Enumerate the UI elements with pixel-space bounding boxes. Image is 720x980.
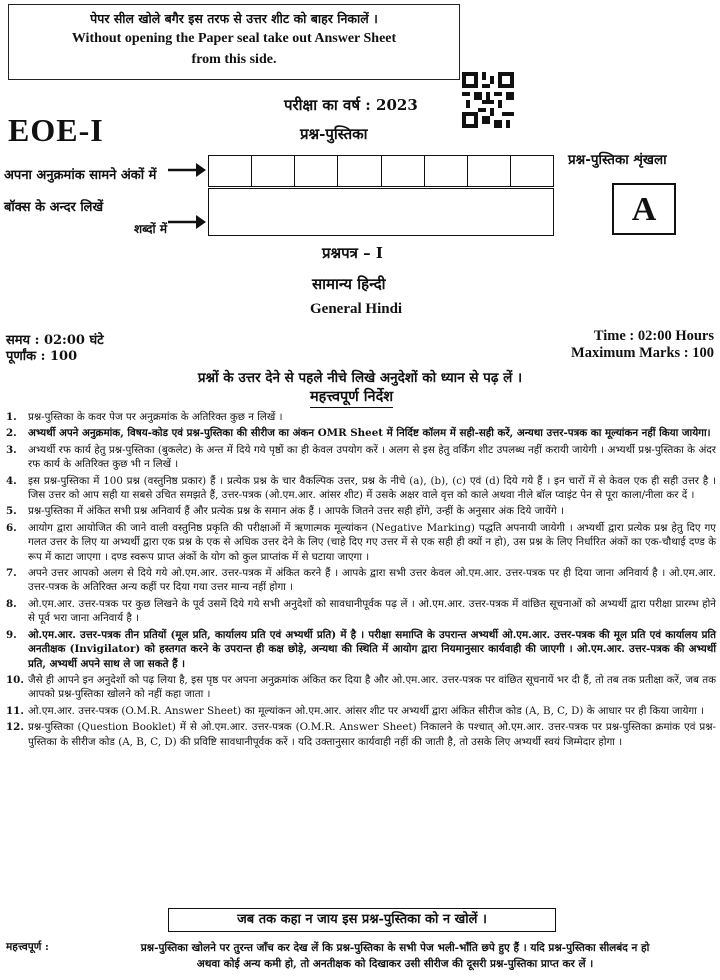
seal-notice-hindi: पेपर सील खोले बगैर इस तरफ से उत्तर शीट को बाहर निकालें । xyxy=(90,11,378,26)
instruction-text xyxy=(28,521,716,564)
instruction-item xyxy=(6,628,716,671)
seal-notice-box xyxy=(8,4,460,80)
instruction-number: 11. xyxy=(6,704,24,717)
roll-number-words-box[interactable] xyxy=(208,188,554,236)
arrow-right-icon xyxy=(168,212,206,232)
instruction-text xyxy=(28,410,716,424)
instruction-item xyxy=(6,426,716,440)
footer-note xyxy=(76,940,714,972)
roll-digit-box[interactable] xyxy=(468,156,511,186)
instruction-item xyxy=(6,597,716,626)
instruction-text xyxy=(28,720,716,749)
instruction-text xyxy=(28,628,716,671)
instructions-heading: महत्त्वपूर्ण निर्देश xyxy=(310,386,393,408)
instruction-item xyxy=(6,474,716,503)
booklet-series-label: प्रश्न-पुस्तिका शृंखला xyxy=(568,152,667,168)
instruction-text-normal: ओ.एम.आर. उत्तर-पत्रक पर कुछ लिखने के पूर्व उसमें दिये गये सभी अनुदेशों को सावधानीपूर्वक पढ़ लें । ओ.एम.आर. उत्तर-पत्रक में वांछित सूचनाओं को अभ्यर्थी द्वारा परीक्षा प्रारम्भ होने से पूर्व भरा जाना अनिवार्य है । xyxy=(28,597,716,625)
instruction-item xyxy=(6,704,716,718)
instruction-text-normal: अभ्यर्थी रफ कार्य हेतु प्रश्न-पुस्तिका (बुकलेट) के अन्त में दिये गये पृष्ठों का ही केवल उपयोग करें । अलग से इस हेतु वर्किंग शीट उपलब्ध नहीं करायी जायेगी । अभ्यर्थी प्रश्न-पुस्तिका के अंदर रफ कार्य के अतिरिक्त कुछ भी न लिखें । xyxy=(28,443,716,471)
roll-digit-box[interactable] xyxy=(425,156,468,186)
instruction-number: 8. xyxy=(6,597,17,610)
exam-year: परीक्षा का वर्ष : 2023 xyxy=(284,96,418,114)
instruction-text xyxy=(28,443,716,472)
instruction-number: 7. xyxy=(6,567,17,580)
instruction-number: 4. xyxy=(6,474,17,487)
time-english: Time : 02:00 Hours xyxy=(593,328,714,344)
instruction-text-bold: अभ्यर्थी अपने अनुक्रमांक, विषय-कोड एवं प्रश्न-पुस्तिका की सीरीज का अंकन OMR Sheet में निर्दिष्ट कॉलम में सही-सही करें, अन्यथा उत्तर-पत्रक का मूल्यांकन नहीं किया जायेगा। xyxy=(28,427,711,440)
do-not-open-notice: जब तक कहा न जाय इस प्रश्न-पुस्तिका को न खोलें । xyxy=(168,908,556,932)
instruction-item xyxy=(6,521,716,564)
roll-instruction-line1: अपना अनुक्रमांक सामने अंकों में xyxy=(4,168,157,183)
seal-notice-english-2: from this side. xyxy=(191,52,277,67)
instruction-number: 2. xyxy=(6,427,17,440)
roll-digit-box[interactable] xyxy=(252,156,295,186)
instruction-text xyxy=(28,597,716,626)
roll-digit-box[interactable] xyxy=(511,156,553,186)
paper-number: प्रश्नपत्र – I xyxy=(322,244,383,262)
instruction-text xyxy=(28,426,716,440)
instruction-text xyxy=(28,474,716,503)
instruction-text-bold: ओ.एम.आर. उत्तर-पत्रक तीन प्रतियों (मूल प्रति, कार्यालय प्रति एवं अभ्यर्थी प्रति) में है । परीक्षा समाप्ति के उपरान्त अभ्यर्थी ओ.एम.आर. उत्तर-पत्रक की मूल प्रति एवं कार्यालय प्रति अनतीक्षक (Invigilator) को हस्तगत करने के उपरान्त ही कक्ष छोड़े, अन्यथा की स्थिति में आयोग द्वारा नियमानुसार कार्यवाही की जाएगी । ओ.एम.आर. उत्तर-पत्रक की अभ्यर्थी प्रति, अभ्यर्थी अपने साथ ले जा सकते हैं । xyxy=(28,628,716,670)
footer-line2: अथवा कोई अन्य कमी हो, तो अनतीक्षक को दिखाकर उसी सीरीज की दूसरी प्रश्न-पुस्तिका प्राप्त कर लें । xyxy=(196,958,594,970)
instruction-item xyxy=(6,673,716,702)
instruction-number: 12. xyxy=(6,721,24,734)
read-instructions-note: प्रश्नों के उत्तर देने से पहले नीचे लिखे अनुदेशों को ध्यान से पढ़ लें । xyxy=(197,370,523,386)
instruction-number: 1. xyxy=(6,411,17,423)
instruction-number: 3. xyxy=(6,443,17,456)
booklet-series-value: A xyxy=(612,183,676,235)
time-hindi: समय : 02:00 घंटे xyxy=(6,333,104,348)
instruction-number: 10. xyxy=(6,673,24,686)
marks-hindi: पूर्णांक : 100 xyxy=(6,349,78,364)
instruction-text-normal: अपने उत्तर आपको अलग से दिये गये ओ.एम.आर. उत्तर-पत्रक में अंकित करने हैं । आपके द्वारा सभी उत्तर केवल ओ.एम.आर. उत्तर-पत्रक पर ही दिया जाना अनिवार्य है । ओ.एम.आर. उत्तर-पत्रक के अतिरिक्त अन्य कहीं पर दिया गया उत्तर मान्य नहीं होगा । xyxy=(28,567,716,594)
instruction-item xyxy=(6,504,716,518)
instruction-text xyxy=(28,504,716,518)
roll-digit-box[interactable] xyxy=(382,156,425,186)
instruction-text-normal: जैसे ही आपने इन अनुदेशों को पढ़ लिया है, इस पृष्ठ पर अपना अनुक्रमांक अंकित कर दिया है और ओ.एम.आर. उत्तर-पत्रक पर वांछित सूचनायें भर दी हैं, तो तब तक प्रतीक्षा करें, जब तक आपको प्रश्न-पुस्तिका खोलने को नहीं कहा जाता । xyxy=(28,673,716,701)
subject-hindi: सामान्य हिन्दी xyxy=(312,275,386,293)
marks-english: Maximum Marks : 100 xyxy=(571,345,714,361)
seal-notice-english-1: Without opening the Paper seal take out Answer Sheet xyxy=(71,31,397,46)
instruction-item xyxy=(6,566,716,595)
instruction-text-normal: इस प्रश्न-पुस्तिका में 100 प्रश्न (वस्तुनिष्ठ प्रकार) हैं । प्रत्येक प्रश्न के चार वैकल्पिक उत्तर, प्रश्न के नीचे (a), (b), (c) एवं (d) दिये गये हैं । इन चारों में से केवल एक ही सही उत्तर है । जिस उत्तर को आप सही या सबसे उचित समझते हैं, उत्तर-पत्रक (ओ.एम.आर. आंसर शीट) में उसके अक्षर वाले वृत्त को काले अथवा नीले बॉल प्वाइंट पेन से पूरा काला/नीला कर दें । xyxy=(28,474,716,502)
instruction-text-normal: प्रश्न-पुस्तिका में अंकित सभी प्रश्न अनिवार्य हैं और प्रत्येक प्रश्न के समान अंक हैं । आपके जितने उत्तर सही होंगे, उन्हीं के अनुसार अंक दिये जायेंगे । xyxy=(28,505,564,518)
roll-number-digit-boxes[interactable] xyxy=(208,155,554,187)
instruction-text xyxy=(28,673,716,702)
subject-english: General Hindi xyxy=(310,301,403,317)
roll-digit-box[interactable] xyxy=(295,156,338,186)
instruction-text-normal: ओ.एम.आर. उत्तर-पत्रक (O.M.R. Answer Sheet) का मूल्यांकन ओ.एम.आर. आंसर शीट पर अभ्यर्थी द्वारा अंकित सीरीज कोड (A, B, C, D) के आधार पर ही किया जायेगा । xyxy=(28,704,705,717)
in-words-label: शब्दों में xyxy=(134,222,167,236)
instruction-text xyxy=(28,704,716,718)
instruction-text-normal: प्रश्न-पुस्तिका (Question Booklet) में से ओ.एम.आर. उत्तर-पत्रक (O.M.R. Answer Sheet) निकालने के पश्चात् ओ.एम.आर. उत्तर-पत्रक पर प्रश्न-पुस्तिका क्रमांक एवं प्रश्न-पुस्तिका के सीरीज कोड (A, B, C, D) की प्रविष्टि सावधानीपूर्वक करें । यदि उक्तानुसार कार्यवाही नहीं की जाती है, तो उसके लिए अभ्यर्थी स्वयं जिम्मेदार होगा । xyxy=(28,721,716,748)
instruction-text-normal: आयोग द्वारा आयोजित की जाने वाली वस्तुनिष्ठ प्रकृति की परीक्षाओं में ऋणात्मक मूल्यांकन (Negative Marking) पद्धति अपनायी जायेगी । अभ्यर्थी द्वारा प्रत्येक प्रश्न हेतु दिए गए गलत उत्तर के लिए या अभ्यर्थी द्वारा एक प्रश्न के एक से अधिक उत्तर देने के लिए (चाहे दिए गए उत्तर में से एक सही ही क्यों न हो), उस प्रश्न के लिए निर्धारित अंकों का एक-चौथाई दण्ड के रूप में काटा जाएगा । दण्ड स्वरूप प्राप्त अंकों के योग को कुल प्राप्तांक में से घटाया जाएगा । xyxy=(28,521,716,563)
footer-important-label: महत्त्वपूर्ण : xyxy=(6,941,49,953)
roll-instruction-line2: बॉक्स के अन्दर लिखें xyxy=(4,200,104,215)
qr-code-icon xyxy=(462,72,514,128)
instruction-item xyxy=(6,410,716,424)
exam-code: EOE-I xyxy=(8,112,104,148)
instructions-list xyxy=(6,410,716,751)
instruction-number: 5. xyxy=(6,505,17,518)
roll-digit-box[interactable] xyxy=(338,156,381,186)
instruction-number: 6. xyxy=(6,521,17,534)
instruction-text-normal: प्रश्न-पुस्तिका के कवर पेज पर अनुक्रमांक के अतिरिक्त कुछ न लिखें । xyxy=(28,411,283,423)
arrow-right-icon xyxy=(168,160,206,180)
instruction-text xyxy=(28,566,716,595)
instruction-number: 9. xyxy=(6,628,17,641)
instruction-item xyxy=(6,720,716,749)
instruction-item xyxy=(6,443,716,472)
booklet-label: प्रश्न-पुस्तिका xyxy=(300,125,368,143)
footer-line1: प्रश्न-पुस्तिका खोलने पर तुरन्त जाँच कर देख लें कि प्रश्न-पुस्तिका के सभी पेज भली-भाँति छपे हुए हैं । यदि प्रश्न-पुस्तिका सीलबंद न हो xyxy=(140,942,650,954)
roll-digit-box[interactable] xyxy=(209,156,252,186)
